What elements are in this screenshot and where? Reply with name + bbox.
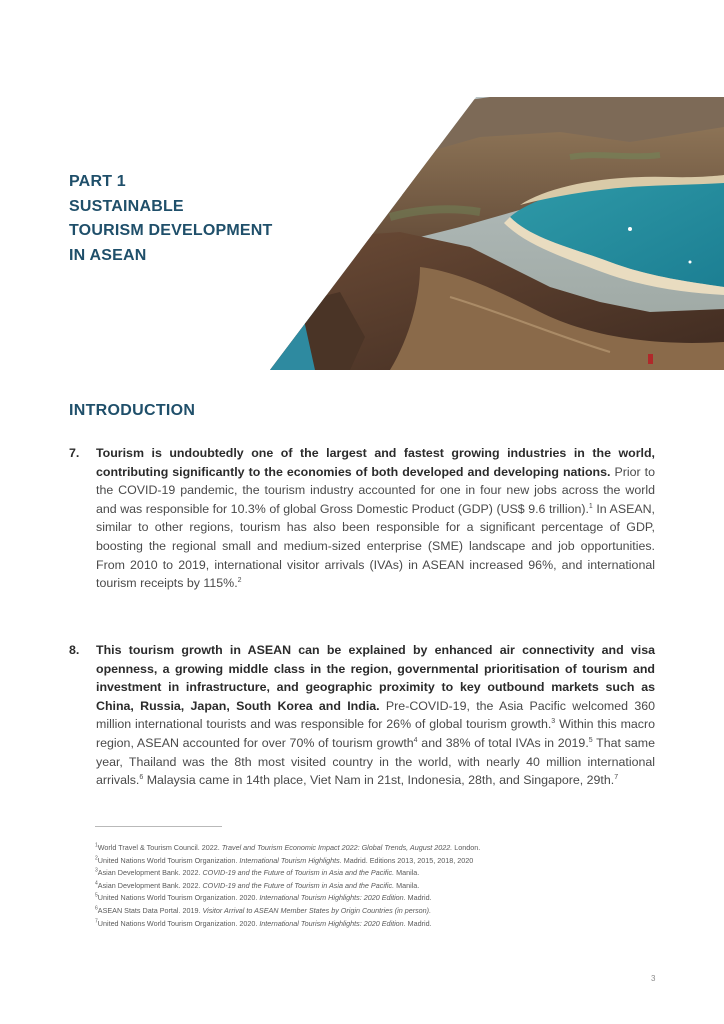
- hero-photo: [270, 97, 724, 370]
- paragraph-7: [69, 444, 655, 593]
- paragraph-text: and 38% of total IVAs in 2019.: [417, 735, 589, 750]
- footnote-detail: Madrid. Editions 2013, 2015, 2018, 2020: [341, 855, 474, 865]
- footnote-number: 2: [95, 855, 98, 862]
- footnote-detail: Madrid.: [405, 918, 432, 928]
- footnote-number: 6: [95, 905, 98, 912]
- footnote-source: Asian Development Bank. 2022.: [97, 868, 203, 878]
- footnote-number: 4: [95, 880, 98, 887]
- footnote-divider: [95, 826, 222, 827]
- footnote-detail: London.: [452, 843, 481, 852]
- paragraph-lead: This tourism growth in ASEAN can be explained by enhanced air connectivity and visa openness, a growing middle class in the region, governmental prioritisation of tourism and investment in infrastructure, and geographic proximity to key outbound markets such as China, Russia, Japan, South Korea and India.: [96, 643, 655, 713]
- footnote-ref: 4: [413, 736, 418, 744]
- introduction-heading: INTRODUCTION: [69, 402, 196, 419]
- paragraph-text: Within this macro region, ASEAN accounted for over 70% of tourism growth: [96, 717, 655, 750]
- footnote-source: United Nations World Tourism Organization. 2020.: [97, 893, 260, 903]
- footnote-2: [95, 855, 655, 868]
- footnote-source: World Travel & Tourism Council. 2022.: [97, 843, 222, 852]
- footnote-number: 5: [95, 892, 98, 899]
- footnote-source: ASEAN Stats Data Portal. 2019.: [97, 905, 203, 915]
- footnotes: [95, 842, 655, 930]
- footnote-number: 3: [95, 867, 98, 874]
- paragraph-text: Prior to the COVID-19 pandemic, the tourism industry accounted for one in four new jobs across the world and was responsible for 10.3% of global Gross Domestic Product (GDP) (US$ 9.6 trillion).: [96, 464, 655, 516]
- footnote-title: Visitor Arrival to ASEAN Member States by Origin Countries (in person).: [202, 905, 432, 915]
- coastal-landscape-illustration: [270, 97, 724, 370]
- page-number: 3: [651, 974, 656, 983]
- paragraph-text: In ASEAN, similar to other regions, tourism has also been responsible for a significant percentage of GDP, boosting the regional small and medium-sized enterprise (SME) landscape and job opportunities. From 2010 to 2019, international visitor arrivals (IVAs) in ASEAN increased 96%, and international tourism receipts by 115%.: [96, 501, 655, 591]
- paragraph-text: Malaysia came in 14th place, Viet Nam in 21st, Indonesia, 28th, and Singapore, 29th.: [143, 773, 615, 788]
- footnote-number: 7: [95, 918, 98, 925]
- footnote-5: [95, 892, 655, 905]
- footnote-detail: Manila.: [394, 868, 420, 878]
- footnote-4: [95, 880, 655, 893]
- footnote-title: COVID-19 and the Future of Tourism in Asia and the Pacific.: [202, 880, 395, 890]
- footnote-1: [95, 842, 655, 855]
- footnote-source: United Nations World Tourism Organization. 2020.: [97, 918, 260, 928]
- part-title: [69, 170, 309, 268]
- part-title-line-3: TOURISM DEVELOPMENT: [69, 222, 273, 239]
- footnote-detail: Madrid.: [405, 893, 432, 903]
- part-title-line-2: SUSTAINABLE: [69, 197, 184, 215]
- footnote-6: [95, 905, 655, 918]
- paragraph-lead: Tourism is undoubtedly one of the largest and fastest growing industries in the world, contributing significantly to the economies of both developed and developing nations.: [96, 446, 655, 479]
- paragraph-8: [69, 641, 655, 790]
- paragraph-body: [96, 444, 655, 593]
- footnote-title: International Tourism Highlights.: [239, 855, 342, 865]
- footnote-ref: 3: [551, 718, 556, 726]
- footnote-ref: 1: [588, 502, 593, 510]
- footnote-title: Travel and Tourism Economic Impact 2022: Global Trends, August 2022.: [221, 843, 453, 852]
- footnote-detail: Manila.: [394, 880, 420, 890]
- footnote-title: International Tourism Highlights: 2020 Edition.: [259, 893, 406, 903]
- footnote-ref: 2: [237, 577, 242, 585]
- footnote-3: [95, 867, 655, 880]
- footnote-number: 1: [95, 842, 98, 849]
- footnote-ref: 5: [588, 736, 593, 744]
- paragraph-body: [96, 641, 655, 790]
- footnote-ref: 7: [614, 774, 619, 782]
- footnote-source: United Nations World Tourism Organization.: [97, 855, 240, 865]
- footnote-ref: 6: [139, 774, 144, 782]
- footnote-source: Asian Development Bank. 2022.: [97, 880, 203, 890]
- part-title-line-1: PART 1: [69, 173, 126, 190]
- paragraph-number: 7.: [69, 446, 80, 460]
- paragraph-number: 8.: [69, 643, 80, 657]
- part-title-line-4: IN ASEAN: [69, 246, 147, 264]
- paragraph-text: Pre-COVID-19, the Asia Pacific welcomed 360 million international tourists and was responsible for 26% of global tourism growth.: [96, 698, 656, 732]
- paragraph-text: That same year, Thailand was the 8th most visited country in the world, with nearly 40 million international arrivals.: [96, 735, 655, 788]
- footnote-7: [95, 918, 655, 931]
- footnote-title: International Tourism Highlights: 2020 Edition.: [259, 918, 406, 928]
- footnote-title: COVID-19 and the Future of Tourism in Asia and the Pacific.: [202, 868, 395, 878]
